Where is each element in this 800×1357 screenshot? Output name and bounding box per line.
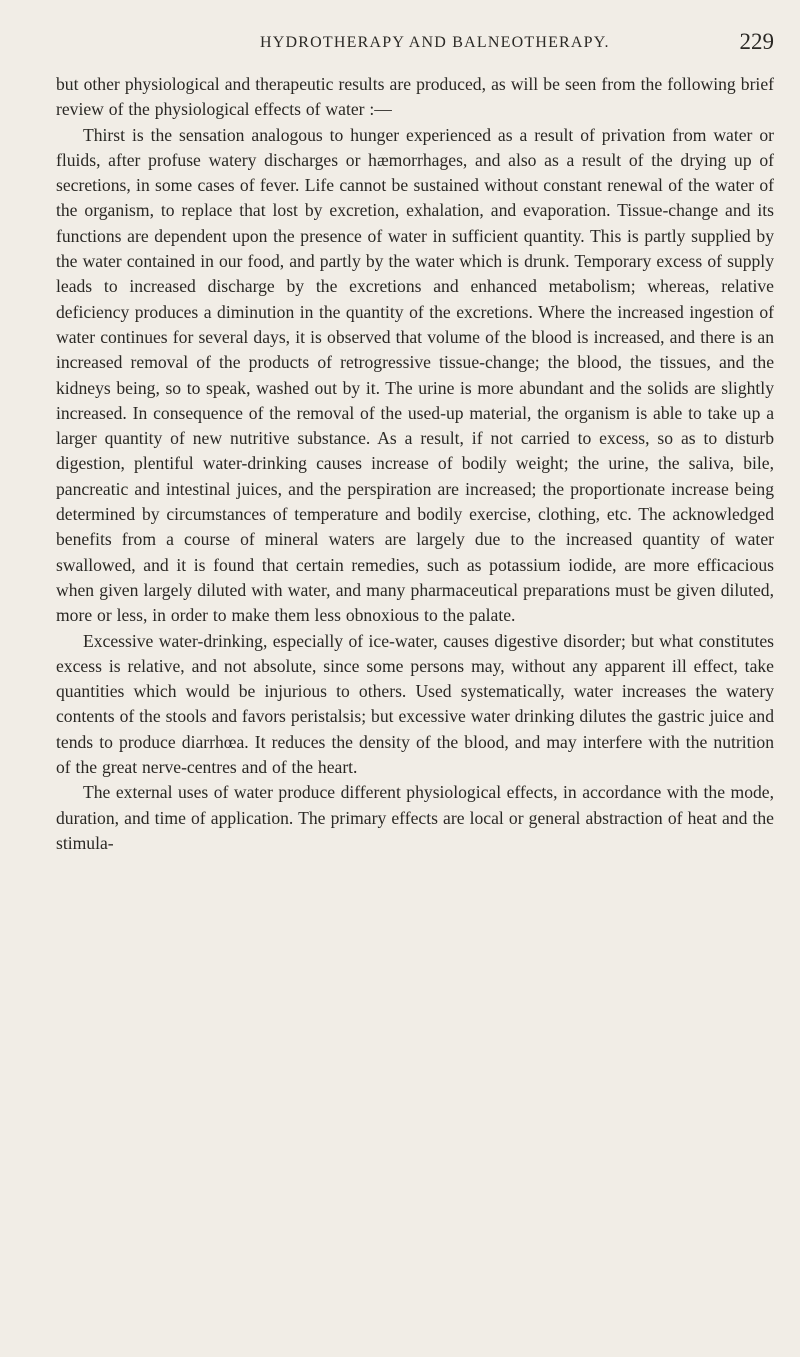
paragraph-external-uses: The external uses of water produce different physiological effects, in accordance with the mode, duration, and time of application. The primary effects are local or general abstraction of heat and the stimula-: [56, 782, 774, 853]
running-title: HYDROTHERAPY AND BALNEOTHERAPY.: [260, 34, 610, 51]
paragraph-thirst: Thirst is the sensation analogous to hunger experienced as a result of privation from water or fluids, after profuse watery discharges or hæmorrhages, and also as a result of the drying up of secretions, in some cases of fever. Life cannot be sustained without constant renewal of the water of the organism, to replace that lost by excretion, exhalation, and evaporation. Tissue-change and its functions are dependent upon the presence of water in sufficient quantity. This is partly supplied by the water contained in our food, and partly by the water which is drunk. Temporary excess of supply leads to increased discharge by the excretions and enhanced metabolism; whereas, relative deficiency produces a diminution in the quantity of the excretions. Where the increased ingestion of water continues for several days, it is observed that volume of the blood is increased, and there is an increased removal of the products of retrogressive tissue-change; the blood, the tissues, and the kidneys being, so to speak, washed out by it. The urine is more abundant and the solids are slightly increased. In consequence of the removal of the used-up material, the organism is able to take up a larger quantity of new nutritive substance. As a result, if not carried to excess, so as to disturb digestion, plentiful water-drinking causes increase of bodily weight; the urine, the saliva, bile, pancreatic and intestinal juices, and the perspiration are increased; the proportionate increase being determined by circumstances of temperature and bodily exercise, clothing, etc. The acknowledged benefits from a course of mineral waters are largely due to the increased quantity of water swallowed, and it is found that certain remedies, such as potassium iodide, are more efficacious when given largely diluted with water, and many pharmaceutical preparations must be given diluted, more or less, in order to make them less obnoxious to the palate.: [56, 124, 774, 626]
paragraph-excessive-drinking: Excessive water-drinking, especially of ice-water, causes digestive disorder; but what constitutes excess is relative, and not absolute, since some persons may, without any apparent ill effect, take quantities which would be injurious to others. Used systematically, water increases the watery contents of the stools and favors peristalsis; but excessive water drinking dilutes the gastric juice and tends to produce diarrhœa. It reduces the density of the blood, and may interfere with the nutrition of the great nerve-centres and of the heart.: [56, 630, 774, 778]
body-text: [56, 72, 774, 856]
paragraph-continuation: but other physiological and therapeutic results are produced, as will be seen from the following brief review of the physiological effects of water :—: [56, 74, 774, 120]
running-head: [0, 29, 800, 60]
page-number: 229: [739, 29, 774, 54]
